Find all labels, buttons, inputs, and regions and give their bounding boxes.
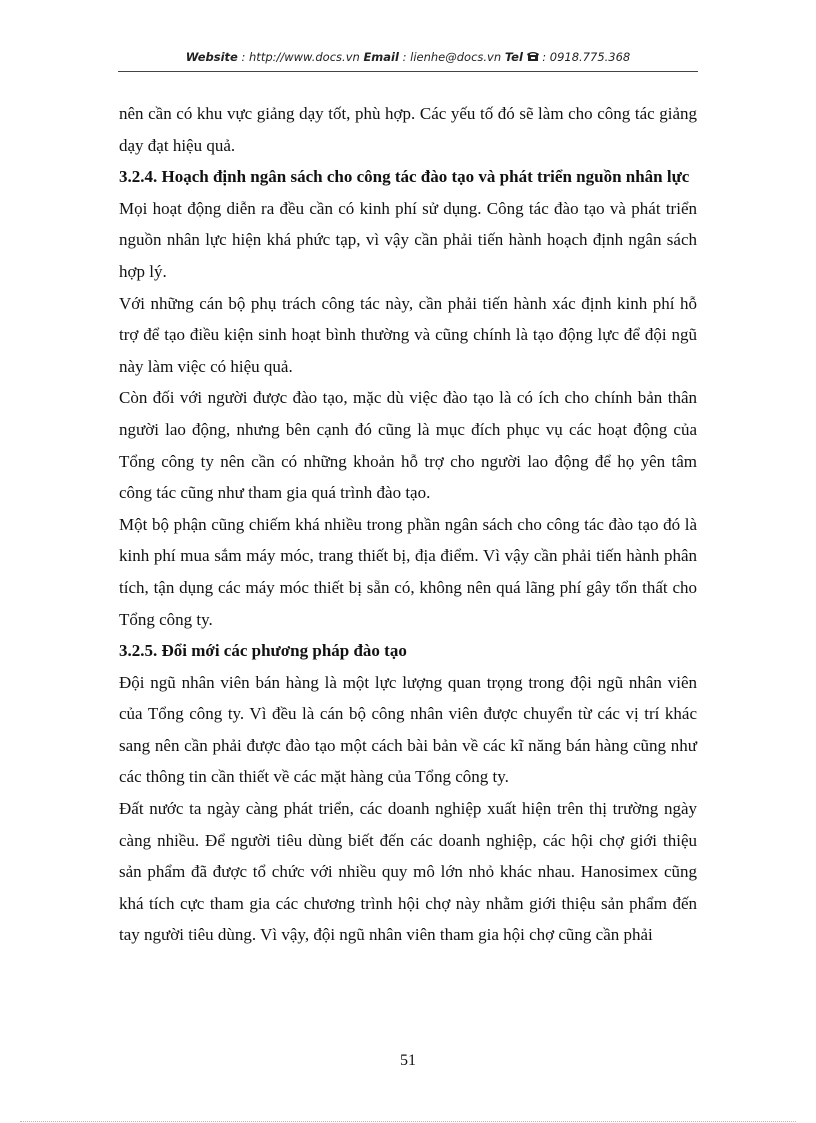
paragraph-6: Đội ngũ nhân viên bán hàng là một lực lượng quan trọng trong đội ngũ nhân viên của Tổng công ty. Vì đều là cán bộ công nhân viên được chuyển từ các vị trí khác sang nên cần phải được đào tạo một cách bài bản về các kĩ năng bán hàng cũng như các thông tin cần thiết về các mặt hàng của Tổng công ty.	[119, 672, 697, 787]
email-value[interactable]: lienhe@docs.vn	[410, 50, 502, 64]
page-number: 51	[400, 1052, 416, 1069]
email-label: Email	[363, 50, 399, 64]
paragraph-1: nên cần có khu vực giảng dạy tốt, phù hợp. Các yếu tố đó sẽ làm cho công tác giảng dạy đạt hiệu quả.	[119, 104, 697, 155]
page-bottom-border	[20, 1121, 796, 1122]
paragraph-2: Mọi hoạt động diễn ra đều cần có kinh phí sử dụng. Công tác đào tạo và phát triển nguồn nhân lực hiện khá phức tạp, vì vậy cần phải tiến hành hoạch định ngân sách hợp lý.	[119, 198, 697, 281]
email-separator: :	[398, 50, 411, 64]
page-header	[120, 50, 696, 65]
website-separator: :	[237, 50, 250, 64]
tel-value: : 0918.775.368	[542, 50, 631, 64]
paragraph-3: Với những cán bộ phụ trách công tác này, cần phải tiến hành xác định kinh phí hỗ trợ để tạo điều kiện sinh hoạt bình thường và cũng chính là tạo động lực để đội ngũ này làm việc có hiệu quả.	[119, 293, 697, 376]
website-url[interactable]: http://www.docs.vn	[249, 50, 360, 64]
paragraph-5: Một bộ phận cũng chiếm khá nhiều trong phần ngân sách cho công tác đào tạo đó là kinh phí mua sắm máy móc, trang thiết bị, địa điểm. Vì vậy cần phải tiến hành phân tích, tận dụng các máy móc thiết bị sẵn có, không nên quá lãng phí gây tổn thất cho Tổng công ty.	[119, 514, 697, 629]
page-body	[119, 98, 697, 951]
tel-label: Tel	[504, 50, 523, 64]
paragraph-4: Còn đối với người được đào tạo, mặc dù việc đào tạo là có ích cho chính bản thân người lao động, nhưng bên cạnh đó cũng là mục đích phục vụ các hoạt động của Tổng công ty nên cần có những khoản hỗ trợ cho người lao động để họ yên tâm công tác cũng như tham gia quá trình đào tạo.	[119, 388, 697, 503]
phone-icon	[527, 51, 539, 65]
section-heading-3-2-5: 3.2.5. Đổi mới các phương pháp đào tạo	[119, 641, 407, 661]
header-divider	[118, 71, 698, 72]
section-heading-3-2-4: 3.2.4. Hoạch định ngân sách cho công tác đào tạo và phát triển nguồn nhân lực	[119, 167, 690, 187]
paragraph-7: Đất nước ta ngày càng phát triển, các doanh nghiệp xuất hiện trên thị trường ngày càng nhiều. Để người tiêu dùng biết đến các doanh nghiệp, các hội chợ giới thiệu sản phẩm đã được tổ chức với nhiều quy mô lớn nhỏ khác nhau. Hanosimex cũng khá tích cực tham gia các chương trình hội chợ này nhằm giới thiệu sản phẩm đến tay người tiêu dùng. Vì vậy, đội ngũ nhân viên tham gia hội chợ cũng cần phải	[119, 799, 697, 945]
website-label: Website	[185, 50, 238, 64]
